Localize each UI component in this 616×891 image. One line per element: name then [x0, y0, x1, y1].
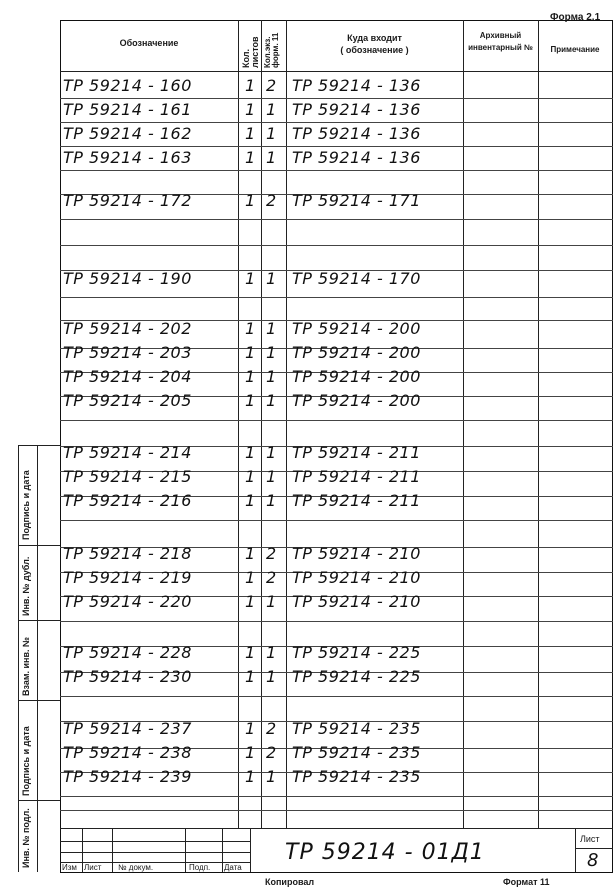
- row-sheets: 1: [245, 443, 256, 462]
- col-line-5: [538, 20, 539, 828]
- side-label-sign-date-2: Подпись и дата: [21, 726, 31, 796]
- row-where-used: ТР 59214 - 225: [292, 667, 421, 686]
- row-where-used: ТР 59214 - 235: [292, 743, 421, 762]
- row-designation: ТР 59214 - 220: [63, 592, 192, 611]
- row-sheets: 1: [245, 124, 256, 143]
- row-designation: ТР 59214 - 239: [63, 767, 192, 786]
- row-designation: ТР 59214 - 230: [63, 667, 192, 686]
- title-block-list: Лист: [84, 863, 102, 872]
- row-copies: 1: [266, 100, 277, 119]
- row-designation: ТР 59214 - 160: [63, 76, 192, 95]
- title-block-sheet-sep: [575, 848, 613, 849]
- row-sheets: 1: [245, 269, 256, 288]
- side-strip-sep-1: [18, 545, 60, 546]
- row-line: [60, 621, 613, 622]
- row-line: [60, 122, 613, 123]
- row-designation: ТР 59214 - 218: [63, 544, 192, 563]
- header-archive: Архивный инвентарный №: [468, 31, 533, 52]
- row-sheets: 1: [245, 391, 256, 410]
- footer-copied: Копировал: [265, 877, 315, 887]
- row-copies: 1: [266, 667, 277, 686]
- row-where-used: ТР 59214 - 200: [292, 319, 421, 338]
- row-where-used: ТР 59214 - 210: [292, 568, 421, 587]
- row-designation: ТР 59214 - 216: [63, 491, 192, 510]
- row-designation: ТР 59214 - 161: [63, 100, 192, 119]
- col-line-1: [238, 20, 239, 828]
- row-sheets: 1: [245, 191, 256, 210]
- row-designation: ТР 59214 - 203: [63, 343, 192, 362]
- frame-bottom: [60, 872, 613, 873]
- sheet-label: Лист: [580, 834, 600, 844]
- row-copies: 1: [266, 124, 277, 143]
- title-block-top: [60, 828, 613, 829]
- row-where-used: ТР 59214 - 136: [292, 148, 421, 167]
- row-line: [60, 696, 613, 697]
- row-copies: 2: [266, 568, 277, 587]
- row-where-used: ТР 59214 - 225: [292, 643, 421, 662]
- col-line-4: [463, 20, 464, 828]
- row-sheets: 1: [245, 491, 256, 510]
- row-designation: ТР 59214 - 190: [63, 269, 192, 288]
- row-sheets: 1: [245, 100, 256, 119]
- title-block-col-3: [185, 828, 186, 872]
- frame-top: [60, 20, 613, 21]
- row-line: [60, 420, 613, 421]
- row-line: [60, 810, 613, 811]
- row-designation: ТР 59214 - 163: [63, 148, 192, 167]
- header-where-used-title: Куда входит: [347, 33, 402, 43]
- row-where-used: ТР 59214 - 136: [292, 76, 421, 95]
- row-designation: ТР 59214 - 237: [63, 719, 192, 738]
- row-where-used: ТР 59214 - 235: [292, 719, 421, 738]
- header-copies-count: Кол.экз. форм. 11: [263, 32, 280, 68]
- sheet-number: 8: [587, 850, 599, 871]
- title-block-izm: Изм: [62, 863, 77, 872]
- row-sheets: 1: [245, 719, 256, 738]
- row-line: [60, 146, 613, 147]
- row-sheets: 1: [245, 148, 256, 167]
- header-designation: Обозначение: [119, 38, 179, 48]
- row-where-used: ТР 59214 - 211: [292, 443, 421, 462]
- row-copies: 2: [266, 191, 277, 210]
- row-designation: ТР 59214 - 204: [63, 367, 192, 386]
- row-copies: 1: [266, 592, 277, 611]
- row-copies: 1: [266, 467, 277, 486]
- row-where-used: ТР 59214 - 200: [292, 367, 421, 386]
- row-sheets: 1: [245, 343, 256, 362]
- title-block-col-2: [112, 828, 113, 872]
- form-label: Форма 2.1: [550, 12, 601, 23]
- row-sheets: 1: [245, 667, 256, 686]
- row-designation: ТР 59214 - 202: [63, 319, 192, 338]
- row-designation: ТР 59214 - 215: [63, 467, 192, 486]
- row-copies: 1: [266, 443, 277, 462]
- row-sheets: 1: [245, 743, 256, 762]
- row-line: [60, 98, 613, 99]
- row-copies: 1: [266, 148, 277, 167]
- row-copies: 1: [266, 643, 277, 662]
- row-line: [60, 219, 613, 220]
- row-designation: ТР 59214 - 228: [63, 643, 192, 662]
- row-copies: 1: [266, 269, 277, 288]
- row-sheets: 1: [245, 319, 256, 338]
- side-label-inv-podl: Инв. № подл.: [21, 808, 31, 868]
- row-copies: 1: [266, 767, 277, 786]
- row-designation: ТР 59214 - 205: [63, 391, 192, 410]
- row-sheets: 1: [245, 467, 256, 486]
- row-designation: ТР 59214 - 214: [63, 443, 192, 462]
- row-copies: 2: [266, 743, 277, 762]
- row-line: [60, 170, 613, 171]
- header-note: Примечание: [550, 45, 600, 54]
- row-sheets: 1: [245, 544, 256, 563]
- side-strip-mid: [37, 445, 38, 872]
- row-line: [60, 245, 613, 246]
- title-block-col-1: [82, 828, 83, 872]
- side-label-sign-date-1: Подпись и дата: [21, 470, 31, 540]
- side-strip-sep-4: [18, 800, 60, 801]
- row-where-used: ТР 59214 - 235: [292, 767, 421, 786]
- title-block-doc-no: № докум.: [118, 863, 154, 872]
- row-line: [60, 520, 613, 521]
- row-designation: ТР 59214 - 172: [63, 191, 192, 210]
- row-where-used: ТР 59214 - 200: [292, 391, 421, 410]
- row-designation: ТР 59214 - 162: [63, 124, 192, 143]
- row-where-used: ТР 59214 - 211: [292, 491, 421, 510]
- row-sheets: 1: [245, 592, 256, 611]
- document-code: ТР 59214 - 01Д1: [285, 840, 485, 865]
- row-sheets: 1: [245, 767, 256, 786]
- row-sheets: 1: [245, 568, 256, 587]
- header-where-used-sub: ( обозначение ): [340, 45, 409, 55]
- row-copies: 1: [266, 491, 277, 510]
- title-block-podp: Подп.: [189, 863, 211, 872]
- row-where-used: ТР 59214 - 170: [292, 269, 421, 288]
- side-strip-top: [18, 445, 60, 446]
- row-where-used: ТР 59214 - 210: [292, 544, 421, 563]
- row-copies: 2: [266, 76, 277, 95]
- header-sheets-count: Кол. листов: [241, 36, 260, 68]
- row-line: [60, 297, 613, 298]
- side-strip-left: [18, 445, 19, 872]
- row-sheets: 1: [245, 76, 256, 95]
- row-line: [60, 796, 613, 797]
- row-copies: 2: [266, 544, 277, 563]
- row-copies: 1: [266, 319, 277, 338]
- row-copies: 1: [266, 367, 277, 386]
- row-sheets: 1: [245, 367, 256, 386]
- row-designation: ТР 59214 - 219: [63, 568, 192, 587]
- row-copies: 1: [266, 391, 277, 410]
- row-where-used: ТР 59214 - 136: [292, 100, 421, 119]
- row-where-used: ТР 59214 - 210: [292, 592, 421, 611]
- side-label-vzam-inv: Взам. инв. №: [21, 636, 31, 696]
- row-where-used: ТР 59214 - 211: [292, 467, 421, 486]
- header-bottom: [60, 71, 613, 72]
- row-where-used: ТР 59214 - 136: [292, 124, 421, 143]
- side-strip-sep-3: [18, 700, 60, 701]
- side-strip-sep-2: [18, 620, 60, 621]
- row-sheets: 1: [245, 643, 256, 662]
- title-block-col-4: [222, 828, 223, 872]
- row-where-used: ТР 59214 - 171: [292, 191, 421, 210]
- col-line-3: [286, 20, 287, 828]
- footer-format: Формат 11: [503, 877, 550, 887]
- col-line-2: [261, 20, 262, 828]
- row-designation: ТР 59214 - 238: [63, 743, 192, 762]
- row-where-used: ТР 59214 - 200: [292, 343, 421, 362]
- title-block-date: Дата: [224, 863, 242, 872]
- row-copies: 1: [266, 343, 277, 362]
- title-block-col-5: [250, 828, 251, 872]
- title-block-col-6: [575, 828, 576, 872]
- row-copies: 2: [266, 719, 277, 738]
- side-label-inv-dubl: Инв. № дубл.: [21, 556, 31, 616]
